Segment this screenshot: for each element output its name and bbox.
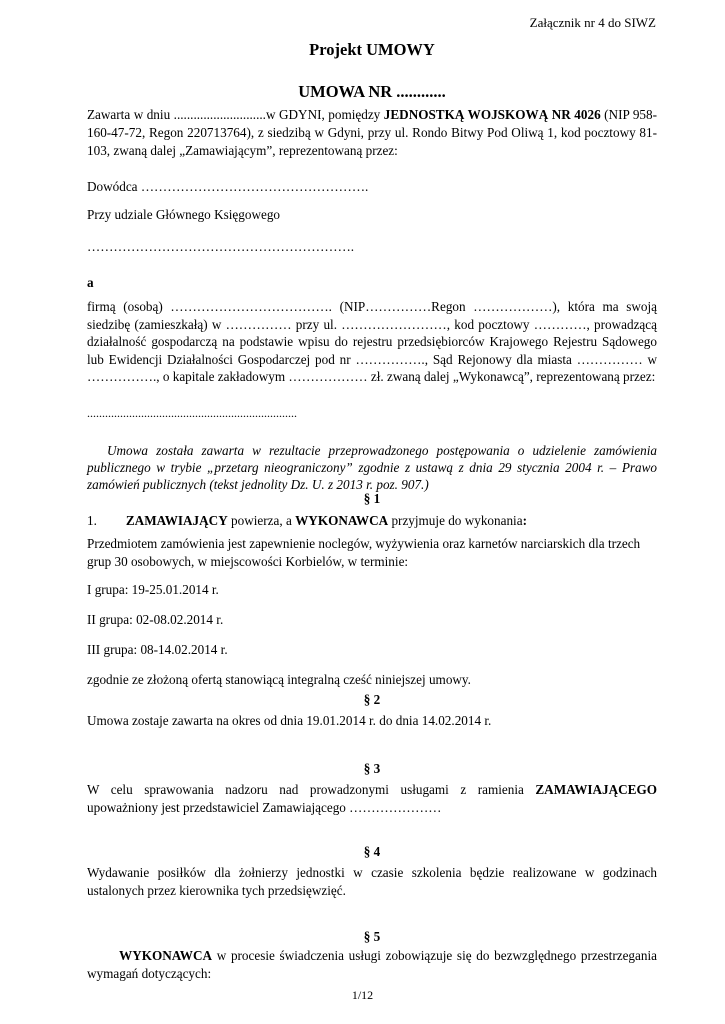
accountant-label: Przy udziale Głównego Księgowego bbox=[87, 207, 281, 222]
contractor: WYKONAWCA bbox=[295, 513, 389, 528]
section-5-text: WYKONAWCA w procesie świadczenia usługi zobowiązuje się do bezwzględnego przestrzegania wymagań dotyczących: bbox=[87, 948, 657, 981]
section-1-title: § 1 bbox=[363, 491, 381, 506]
contractor: WYKONAWCA bbox=[119, 948, 213, 963]
section-2-text: Umowa zostaje zawarta na okres od dnia 19.01.2014 r. do dnia 14.02.2014 r. bbox=[87, 713, 492, 728]
contract-number: UMOWA NR ............ bbox=[298, 82, 446, 101]
section-4-text: Wydawanie posiłków dla żołnierzy jednostki w czasie szkolenia będzie realizowane w godzinach ustalonych przez kierownika tych przedsięwzięć. bbox=[87, 865, 657, 898]
group-3-dates: III grupa: 08-14.02.2014 r. bbox=[87, 642, 228, 657]
page-number: 1/12 bbox=[351, 988, 374, 1002]
group-1-dates: I grupa: 19-25.01.2014 r. bbox=[87, 582, 219, 597]
section-1-point-1: 1. ZAMAWIAJĄCY powierza, a WYKONAWCA przyjmuje do wykonania: bbox=[87, 513, 527, 528]
ordering-party: ZAMAWIAJĄCEGO bbox=[535, 782, 657, 797]
section-4-title: § 4 bbox=[363, 844, 381, 859]
intro-paragraph bbox=[87, 106, 657, 160]
section-5-title: § 5 bbox=[363, 929, 381, 944]
contractor-paragraph: firmą (osobą) ………………………………. (NIP……………Regon ………………), która ma swoją siedzibę (zamieszkałą) w …………… przy ul. ……………………, kod pocztowy …………, prowadzącą działalność gospodarczą na podstawie wpisu do rejestru przedsiębiorców Krajowego Rejestru Sądowego lub Ewidencji Działalności Gospodarczej pod nr ……………., Sąd Rejonowy dla miasta …………… w ……………., o kapitale zakładowym ……………… zł. zwaną dalej „Wykonawcą”, reprezentowaną przez: bbox=[87, 299, 657, 384]
section-2-title: § 2 bbox=[363, 692, 381, 707]
group-2-dates: II grupa: 02-08.02.2014 r. bbox=[87, 612, 224, 627]
military-unit-name: JEDNOSTKĄ WOJSKOWĄ NR 4026 bbox=[383, 107, 601, 122]
commander-line: Dowódca ……………………………………………. bbox=[87, 179, 369, 194]
order-subject: Przedmiotem zamówienia jest zapewnienie noclegów, wyżywienia oraz karnetów narciarskich dla trzech grup 30 osobowych, w miejscowości Korbielów, w terminie: bbox=[87, 536, 641, 569]
section-3-title: § 3 bbox=[363, 761, 381, 776]
page-title: Projekt UMOWY bbox=[309, 40, 435, 59]
intro-text-end: (NIP 958-160-47-72, Regon 220713764), z siedzibą w Gdyni, przy ul. Rondo Bitwy Pod Oliwą 1, kod pocztowy 81-103, zwaną dalej „Zamawiającym”, reprezentowaną przez: bbox=[87, 107, 657, 158]
accountant-signature-line: ……………………………………………………. bbox=[87, 239, 355, 254]
contractor-signature-line: ...................................................................... bbox=[87, 406, 297, 420]
legal-basis-paragraph: Umowa została zawarta w rezultacie przeprowadzonego postępowania o udzielenie zamówienia publicznego w trybie „przetarg nieograniczony” zgodnie z ustawą z dnia 29 stycznia 2004 r. – Prawo zamówień publicznych (tekst jednolity Dz. U. z 2013 r. poz. 907.) bbox=[87, 443, 657, 492]
ordering-party: ZAMAWIAJĄCY bbox=[125, 513, 228, 528]
offer-reference: zgodnie ze złożoną ofertą stanowiącą integralną cześć niniejszej umowy. bbox=[87, 672, 471, 687]
intro-text-start: Zawarta w dniu ............................w GDYNI, pomiędzy bbox=[87, 107, 384, 122]
annex-label: Załącznik nr 4 do SIWZ bbox=[529, 15, 656, 30]
point-number: 1. bbox=[87, 513, 97, 528]
section-3-text: W celu sprawowania nadzoru nad prowadzonymi usługami z ramienia ZAMAWIAJĄCEGO upoważniony jest przedstawiciel Zamawiającego ………………… bbox=[87, 782, 657, 815]
conjunction-a: a bbox=[87, 275, 94, 290]
